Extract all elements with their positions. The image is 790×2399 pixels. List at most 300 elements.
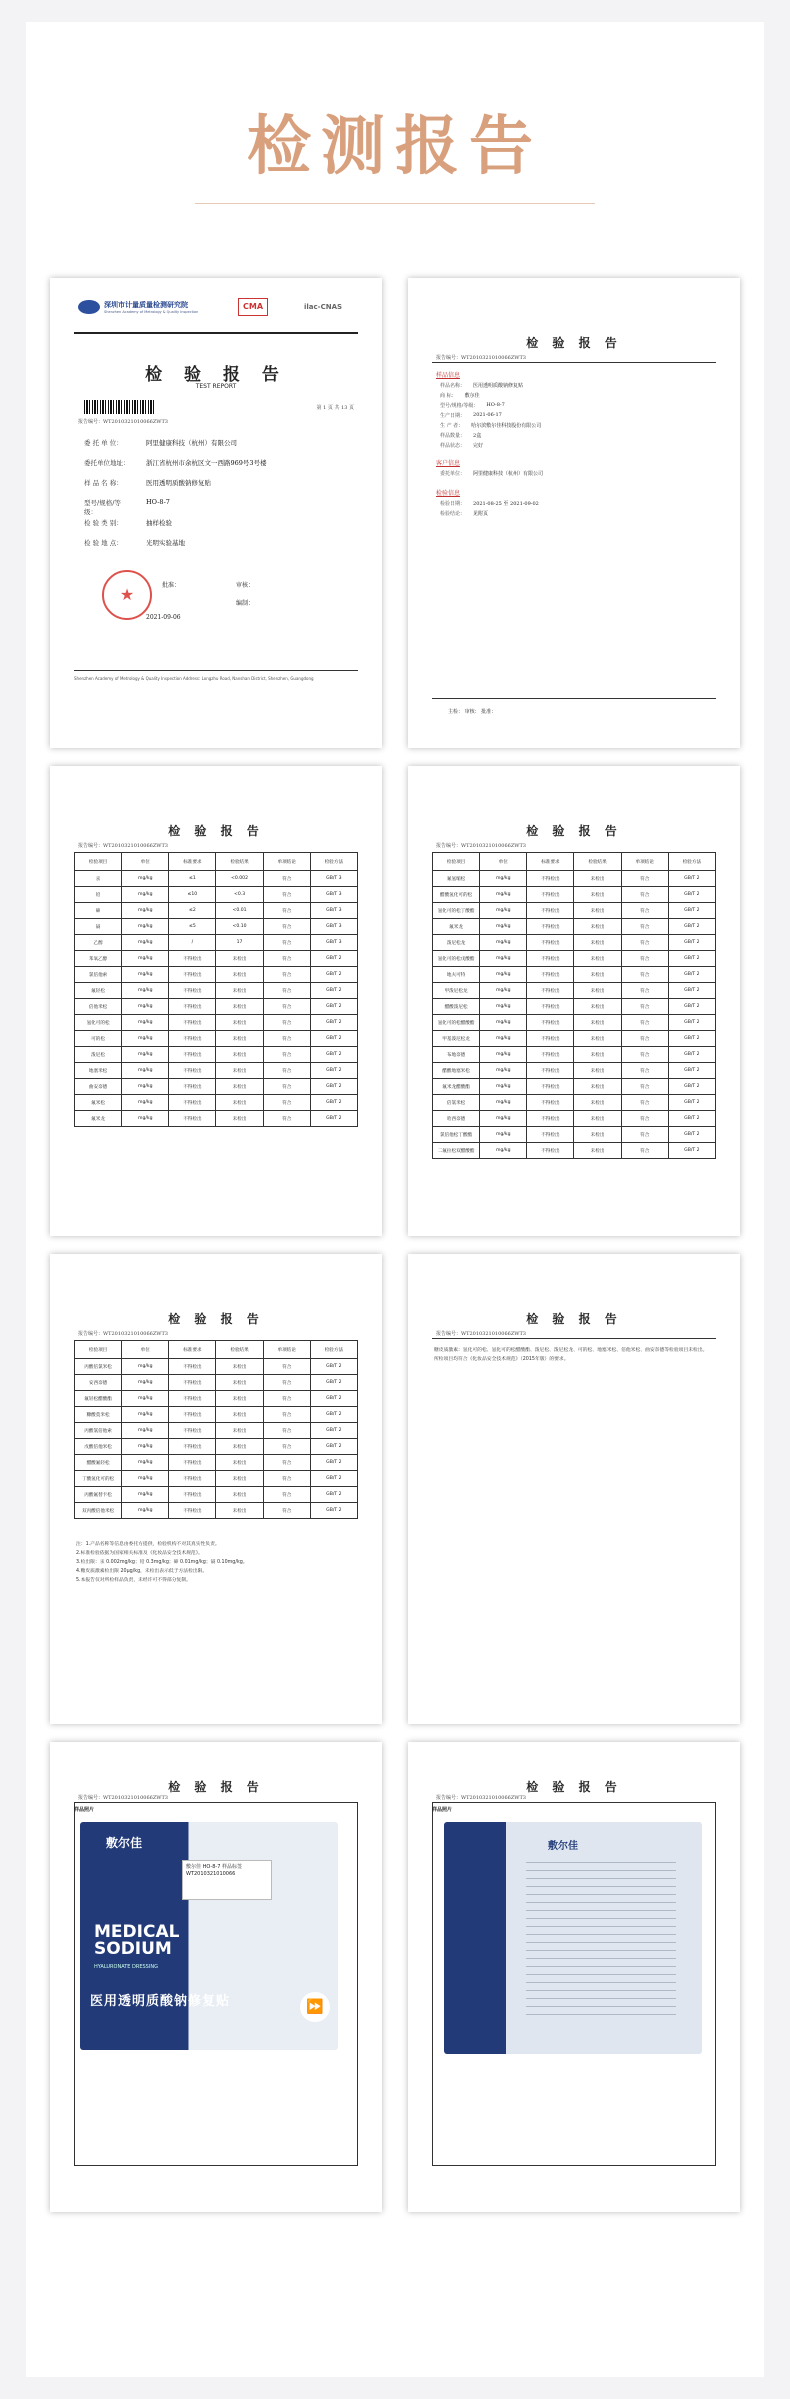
table-cell: 不得检出 xyxy=(169,1407,216,1423)
report-barcode xyxy=(84,400,154,414)
table-cell: mg/kg xyxy=(122,1471,169,1487)
table-row xyxy=(433,935,716,951)
table-cell: 氟米龙 xyxy=(75,1111,122,1127)
table-cell: mg/kg xyxy=(122,1503,169,1519)
table-cell: 不得检出 xyxy=(169,1095,216,1111)
table-cell: 不得检出 xyxy=(169,1063,216,1079)
table-cell: mg/kg xyxy=(122,1063,169,1079)
table-cell: 不得检出 xyxy=(169,1439,216,1455)
table-cell: GB/T 2 xyxy=(668,1047,715,1063)
table-cell: 符合 xyxy=(263,1423,310,1439)
table-cell: 符合 xyxy=(621,1031,668,1047)
table-cell: 不得检出 xyxy=(527,983,574,999)
table-cell: 醋酸地塞米松 xyxy=(433,1063,480,1079)
table-cell: GB/T 2 xyxy=(668,871,715,887)
cover-footer: Shenzhen Academy of Metrology & Quality Inspection Address: Longzhu Road, Nanshan District, Shenzhen, Guangdong xyxy=(74,676,314,681)
table-cell: 不得检出 xyxy=(527,1143,574,1159)
table-cell: 符合 xyxy=(621,903,668,919)
page-title: 检测报告 xyxy=(247,110,543,184)
table-cell: 地塞米松 xyxy=(75,1063,122,1079)
table-row xyxy=(75,999,358,1015)
table-header-cell: 检验项目 xyxy=(433,853,480,871)
table-header-cell: 标准要求 xyxy=(527,853,574,871)
table-cell: <0.3 xyxy=(216,887,263,903)
table-row xyxy=(75,1487,358,1503)
detail-row: 生 产 者： 哈尔滨敷尔佳科技股份有限公司 xyxy=(440,423,542,429)
table-cell: 符合 xyxy=(621,919,668,935)
table-header-cell: 检验结果 xyxy=(574,853,621,871)
table-cell: mg/kg xyxy=(122,1375,169,1391)
header-divider xyxy=(432,362,716,363)
table-cell: mg/kg xyxy=(122,871,169,887)
table-header-cell: 单位 xyxy=(122,853,169,871)
table-cell: 未检出 xyxy=(574,1095,621,1111)
table-cell: 不得检出 xyxy=(169,1079,216,1095)
table-cell: 符合 xyxy=(621,999,668,1015)
table-cell: GB/T 2 xyxy=(310,1015,357,1031)
table-cell: GB/T 2 xyxy=(668,999,715,1015)
table-cell: 汞 xyxy=(75,871,122,887)
table-cell: 未检出 xyxy=(574,1031,621,1047)
table-cell: 不得检出 xyxy=(527,935,574,951)
table-cell: mg/kg xyxy=(122,903,169,919)
table-cell: GB/T 2 xyxy=(668,1111,715,1127)
table-cell: mg/kg xyxy=(480,983,527,999)
table-cell: GB/T 2 xyxy=(310,1079,357,1095)
table-row xyxy=(433,903,716,919)
table-cell: 未检出 xyxy=(574,1063,621,1079)
table-cell: 符合 xyxy=(263,951,310,967)
table-row xyxy=(75,1423,358,1439)
table-cell: 不得检出 xyxy=(527,967,574,983)
table-cell: 戊酸倍他米松 xyxy=(75,1439,122,1455)
table-cell: 不得检出 xyxy=(527,887,574,903)
table-cell: GB/T 2 xyxy=(310,1031,357,1047)
table-cell: mg/kg xyxy=(480,1111,527,1127)
table-cell: GB/T 3 xyxy=(310,903,357,919)
table-header-cell: 检验方法 xyxy=(310,1341,357,1359)
table-cell: 不得检出 xyxy=(527,1031,574,1047)
sheet-title: 检 验 报 告 xyxy=(526,1780,622,1794)
table-cell: mg/kg xyxy=(480,999,527,1015)
table-cell: 氢化可的松丁酸酯 xyxy=(433,903,480,919)
table-cell: GB/T 2 xyxy=(668,951,715,967)
table-cell: 未检出 xyxy=(216,951,263,967)
table-header-row xyxy=(75,1341,358,1359)
table-cell: GB/T 2 xyxy=(310,1503,357,1519)
table-cell: 未检出 xyxy=(574,919,621,935)
table-cell: 不得检出 xyxy=(169,1015,216,1031)
table-cell: 氟轻松醋酸酯 xyxy=(75,1391,122,1407)
table-cell: GB/T 2 xyxy=(310,1375,357,1391)
table-cell: mg/kg xyxy=(480,1047,527,1063)
table-cell: 不得检出 xyxy=(169,1423,216,1439)
table-cell: 17 xyxy=(216,935,263,951)
official-seal-icon: ★ xyxy=(102,570,152,620)
table-cell: ≤1 xyxy=(169,871,216,887)
table-cell: GB/T 2 xyxy=(668,1079,715,1095)
report-number: 报告编号：WT2010321010066ZWT3 xyxy=(78,1795,168,1801)
table-cell: 丙酸氯倍他索 xyxy=(75,1423,122,1439)
table-cell: mg/kg xyxy=(122,1487,169,1503)
institute-name-en: Shenzhen Academy of Metrology & Quality Inspection xyxy=(104,310,199,314)
table-row xyxy=(433,1063,716,1079)
report-cover-sheet xyxy=(50,278,382,748)
table-row xyxy=(75,919,358,935)
table-cell: 符合 xyxy=(263,1503,310,1519)
table-cell: 符合 xyxy=(263,935,310,951)
table-cell: GB/T 3 xyxy=(310,871,357,887)
title-divider xyxy=(195,203,595,204)
table-cell: 甲基泼尼松龙 xyxy=(433,1031,480,1047)
table-cell: 可的松 xyxy=(75,1031,122,1047)
table-header-cell: 标准要求 xyxy=(169,853,216,871)
table-cell: 未检出 xyxy=(574,1015,621,1031)
report-notes: 糖皮质激素：氢化可的松、氢化可的松醋酸酯、泼尼松、泼尼松龙、可的松、地塞米松、倍他米松、曲安奈德等检验项目未检出。 所检项目均符合《化妆品安全技术规范》（2015年版）的要求。 xyxy=(434,1348,708,1362)
report-number: 报告编号：WT2010321010066ZWT3 xyxy=(436,355,526,361)
play-icon: ⏩ xyxy=(300,1992,330,2022)
field-model: 型号/规格/等级： HO-8-7 xyxy=(84,498,170,516)
table-cell: mg/kg xyxy=(480,1015,527,1031)
photo-label: 样品照片 xyxy=(432,1807,453,1813)
table-cell: 二氟拉松双醋酸酯 xyxy=(433,1143,480,1159)
page-indicator: 第 1 页 共 13 页 xyxy=(316,405,354,411)
table-cell: 未检出 xyxy=(216,1423,263,1439)
table-cell: 不得检出 xyxy=(527,903,574,919)
detail-row: 检验结论： 见附页 xyxy=(440,511,489,517)
field-sample-name: 样 品 名 称： 医用透明质酸钠修复贴 xyxy=(84,479,211,487)
table-cell: 不得检出 xyxy=(169,1375,216,1391)
institute-name: 深圳市计量质量检测研究院 xyxy=(104,301,188,309)
table-row xyxy=(433,1111,716,1127)
table-cell: 镉 xyxy=(75,919,122,935)
table-cell: 不得检出 xyxy=(527,871,574,887)
table-row xyxy=(75,1455,358,1471)
table-cell: 哈西奈德 xyxy=(433,1111,480,1127)
sheet-title: 检 验 报 告 xyxy=(526,336,622,350)
table-cell: 未检出 xyxy=(216,1503,263,1519)
table-cell: GB/T 2 xyxy=(668,1015,715,1031)
table-cell: mg/kg xyxy=(122,935,169,951)
table-row xyxy=(433,887,716,903)
table-cell: mg/kg xyxy=(480,1079,527,1095)
table-cell: GB/T 2 xyxy=(668,967,715,983)
product-brand: 敷尔佳 xyxy=(106,1836,143,1850)
table-cell: 不得检出 xyxy=(169,1359,216,1375)
report-notes-sheet xyxy=(408,1254,740,1724)
table-cell: 未检出 xyxy=(216,1439,263,1455)
field-test-type: 检 验 类 别： 抽样检验 xyxy=(84,519,172,527)
table-cell: 不得检出 xyxy=(169,1471,216,1487)
table-cell: GB/T 2 xyxy=(668,935,715,951)
table-cell: 未检出 xyxy=(574,903,621,919)
table-cell: 未检出 xyxy=(574,967,621,983)
product-cn-name: 医用透明质酸钠修复贴 xyxy=(90,1994,231,2009)
table-cell: 不得检出 xyxy=(169,951,216,967)
table-cell: 醋酸氟轻松 xyxy=(75,1455,122,1471)
table-cell: 不得检出 xyxy=(169,1487,216,1503)
table-cell: 符合 xyxy=(263,1375,310,1391)
result-table-sheet-1 xyxy=(50,766,382,1236)
table-cell: 未检出 xyxy=(216,1063,263,1079)
table-cell: mg/kg xyxy=(122,1455,169,1471)
report-number: 报告编号：WT2010321010066ZWT3 xyxy=(436,843,526,849)
table-cell: 氯倍他索 xyxy=(75,967,122,983)
table-header-cell: 检验结果 xyxy=(216,853,263,871)
table-cell: 氯倍他松丁酸酯 xyxy=(433,1127,480,1143)
table-cell: 符合 xyxy=(263,919,310,935)
table-cell: / xyxy=(169,935,216,951)
table-row xyxy=(433,1143,716,1159)
table-cell: 未检出 xyxy=(216,1471,263,1487)
table-cell: GB/T 2 xyxy=(668,1063,715,1079)
table-cell: GB/T 2 xyxy=(310,983,357,999)
table-row xyxy=(75,1439,358,1455)
table-row xyxy=(75,951,358,967)
table-cell: 布地奈德 xyxy=(433,1047,480,1063)
table-cell: 符合 xyxy=(263,1111,310,1127)
table-cell: 醋酸氢化可的松 xyxy=(433,887,480,903)
sample-label: 敷尔佳 HO-8-7 样品标签 WT2010321010066 xyxy=(182,1860,272,1900)
table-cell: 氟氢缩松 xyxy=(433,871,480,887)
table-header-cell: 检验方法 xyxy=(668,853,715,871)
table-cell: 安西奈德 xyxy=(75,1375,122,1391)
table-cell: mg/kg xyxy=(480,887,527,903)
table-cell: 符合 xyxy=(263,1095,310,1111)
table-cell: mg/kg xyxy=(480,1031,527,1047)
table-cell: GB/T 3 xyxy=(310,887,357,903)
table-row xyxy=(433,967,716,983)
table-cell: 符合 xyxy=(621,1047,668,1063)
table-row xyxy=(75,1063,358,1079)
table-cell: GB/T 2 xyxy=(310,1063,357,1079)
table-cell: 未检出 xyxy=(216,1375,263,1391)
table-cell: 未检出 xyxy=(574,983,621,999)
table-cell: 未检出 xyxy=(216,1455,263,1471)
table-cell: 铅 xyxy=(75,887,122,903)
table-cell: 不得检出 xyxy=(527,999,574,1015)
detail-row: 样品状态： 完好 xyxy=(440,443,484,449)
result-table xyxy=(74,852,358,1127)
table-cell: 醋酸泼尼松 xyxy=(433,999,480,1015)
table-cell: 泼尼松 xyxy=(75,1047,122,1063)
table-row xyxy=(433,919,716,935)
table-row xyxy=(75,1095,358,1111)
table-cell: GB/T 3 xyxy=(310,935,357,951)
table-header-cell: 单位 xyxy=(122,1341,169,1359)
table-cell: GB/T 2 xyxy=(310,1439,357,1455)
table-cell: 符合 xyxy=(263,1487,310,1503)
table-cell: 符合 xyxy=(621,871,668,887)
table-cell: ≤5 xyxy=(169,919,216,935)
table-row xyxy=(75,1111,358,1127)
table-row xyxy=(75,1471,358,1487)
table-cell: GB/T 3 xyxy=(310,919,357,935)
table-cell: mg/kg xyxy=(122,1423,169,1439)
field-client: 委 托 单 位： 阿里健康科技（杭州）有限公司 xyxy=(84,439,237,447)
table-cell: GB/T 2 xyxy=(310,1471,357,1487)
signature-line: 主检： 审核： 批准： xyxy=(448,709,497,715)
cover-subtitle: TEST REPORT xyxy=(195,383,237,390)
report-number: 报告编号：WT2010321010066ZWT3 xyxy=(436,1795,526,1801)
table-cell: 符合 xyxy=(263,1359,310,1375)
table-cell: mg/kg xyxy=(480,967,527,983)
report-detail-sheet xyxy=(408,278,740,748)
footer-divider xyxy=(432,698,716,699)
detail-row: 委托单位： 阿里健康科技（杭州）有限公司 xyxy=(440,471,544,477)
table-cell: 符合 xyxy=(621,1143,668,1159)
table-row xyxy=(433,1015,716,1031)
table-header-cell: 单项结论 xyxy=(263,1341,310,1359)
sheet-title: 检 验 报 告 xyxy=(168,1312,264,1326)
report-number: 报告编号：WT2010321010066ZWT3 xyxy=(78,419,168,425)
table-cell: mg/kg xyxy=(480,935,527,951)
table-cell: 未检出 xyxy=(216,1111,263,1127)
table-cell: 倍氯米松 xyxy=(433,1095,480,1111)
table-cell: 不得检出 xyxy=(527,1127,574,1143)
table-cell: ≤2 xyxy=(169,903,216,919)
table-cell: 甲泼尼松龙 xyxy=(433,983,480,999)
table-cell: 不得检出 xyxy=(169,1503,216,1519)
table-cell: 丁酸氢化可的松 xyxy=(75,1471,122,1487)
table-cell: mg/kg xyxy=(122,951,169,967)
table-row xyxy=(75,1391,358,1407)
table-cell: 符合 xyxy=(621,951,668,967)
table-cell: 未检出 xyxy=(216,1407,263,1423)
table-cell: 符合 xyxy=(263,871,310,887)
table-cell: 不得检出 xyxy=(527,1047,574,1063)
table-cell: 未检出 xyxy=(216,1047,263,1063)
table-cell: 不得检出 xyxy=(169,1455,216,1471)
table-cell: 不得检出 xyxy=(527,1111,574,1127)
table-row xyxy=(433,871,716,887)
table-header-cell: 标准要求 xyxy=(169,1341,216,1359)
table-cell: 倍他米松 xyxy=(75,999,122,1015)
sheet-title: 检 验 报 告 xyxy=(168,1780,264,1794)
table-cell: GB/T 2 xyxy=(310,1095,357,1111)
table-row xyxy=(433,983,716,999)
header-divider xyxy=(74,332,358,334)
table-row xyxy=(433,1047,716,1063)
institute-emblem-icon xyxy=(78,300,100,314)
table-row xyxy=(75,1359,358,1375)
table-cell: 符合 xyxy=(263,1391,310,1407)
table-cell: 曲安奈德 xyxy=(75,1079,122,1095)
photo-label: 样品照片 xyxy=(74,1807,95,1813)
sheet-title: 检 验 报 告 xyxy=(526,824,622,838)
table-cell: 符合 xyxy=(621,1127,668,1143)
table-cell: 符合 xyxy=(621,1079,668,1095)
detail-row: 样品数量： 2盒 xyxy=(440,433,482,439)
table-row xyxy=(433,951,716,967)
table-cell: 符合 xyxy=(621,1063,668,1079)
table-cell: 氟米龙 xyxy=(433,919,480,935)
table-cell: 砷 xyxy=(75,903,122,919)
table-cell: 氟米松 xyxy=(75,1095,122,1111)
table-cell: 符合 xyxy=(263,1439,310,1455)
table-cell: mg/kg xyxy=(122,1111,169,1127)
table-cell: 不得检出 xyxy=(527,1095,574,1111)
table-cell: mg/kg xyxy=(480,1143,527,1159)
table-cell: 未检出 xyxy=(574,1127,621,1143)
table-cell: GB/T 2 xyxy=(310,967,357,983)
table-header-cell: 检验方法 xyxy=(310,853,357,871)
table-cell: mg/kg xyxy=(122,1391,169,1407)
result-table xyxy=(74,1340,358,1519)
section-client-info: 客户信息 xyxy=(436,460,461,467)
result-table xyxy=(432,852,716,1159)
table-cell: 不得检出 xyxy=(169,983,216,999)
field-test-location: 检 验 地 点： 光明实验基地 xyxy=(84,539,185,547)
table-cell: 氟轻松 xyxy=(75,983,122,999)
table-cell: 未检出 xyxy=(574,935,621,951)
table-cell: <0.10 xyxy=(216,919,263,935)
table-cell: mg/kg xyxy=(122,1095,169,1111)
cover-title: 检 验 报 告 xyxy=(145,365,287,385)
table-cell: 符合 xyxy=(263,1407,310,1423)
table-cell: GB/T 2 xyxy=(310,951,357,967)
table-cell: mg/kg xyxy=(480,1095,527,1111)
table-row xyxy=(433,1095,716,1111)
table-cell: 未检出 xyxy=(574,1079,621,1095)
table-cell: 未检出 xyxy=(574,1047,621,1063)
table-row xyxy=(75,871,358,887)
product-brand: 敷尔佳 xyxy=(548,1841,578,1852)
table-cell: GB/T 2 xyxy=(310,999,357,1015)
table-cell: GB/T 2 xyxy=(668,1095,715,1111)
detail-row: 样品名称： 医用透明质酸钠修复贴 xyxy=(440,383,524,389)
table-cell: 未检出 xyxy=(216,1359,263,1375)
table-cell: 不得检出 xyxy=(527,951,574,967)
field-client-address: 委托单位地址： 浙江省杭州市余杭区文一西路969号3号楼 xyxy=(84,459,267,467)
table-cell: 未检出 xyxy=(216,1095,263,1111)
section-sample-info: 样品信息 xyxy=(436,372,461,379)
table-cell: 符合 xyxy=(263,1015,310,1031)
table-cell: <0.002 xyxy=(216,871,263,887)
institute-logo xyxy=(78,300,198,314)
table-cell: 不得检出 xyxy=(169,1111,216,1127)
cnas-mark: ilac-CNAS xyxy=(304,303,343,311)
table-row xyxy=(433,999,716,1015)
table-cell: GB/T 2 xyxy=(668,1031,715,1047)
detail-row: 检验日期： 2021-08-25 至 2021-09-02 xyxy=(440,501,539,507)
table-cell: 符合 xyxy=(621,967,668,983)
table-cell: 糠酸莫米松 xyxy=(75,1407,122,1423)
table-header-cell: 单项结论 xyxy=(621,853,668,871)
table-cell: GB/T 2 xyxy=(310,1111,357,1127)
section-test-info: 检验信息 xyxy=(436,490,461,497)
table-cell: GB/T 2 xyxy=(310,1047,357,1063)
table-cell: mg/kg xyxy=(480,871,527,887)
table-header-cell: 检验项目 xyxy=(75,853,122,871)
edit-label: 编制： xyxy=(236,600,255,607)
table-cell: 符合 xyxy=(621,1095,668,1111)
table-header-row xyxy=(433,853,716,871)
table-cell: mg/kg xyxy=(122,1015,169,1031)
table-header-row xyxy=(75,853,358,871)
cma-mark: CMA xyxy=(238,298,268,316)
table-cell: GB/T 2 xyxy=(310,1407,357,1423)
table-cell: 未检出 xyxy=(574,1143,621,1159)
table-row xyxy=(75,1375,358,1391)
table-cell: 不得检出 xyxy=(169,1391,216,1407)
table-cell: mg/kg xyxy=(122,1047,169,1063)
table-cell: mg/kg xyxy=(480,951,527,967)
detail-row: 商 标： 敷尔佳 xyxy=(440,393,480,399)
table-cell: mg/kg xyxy=(480,903,527,919)
table-cell: GB/T 2 xyxy=(668,887,715,903)
table-cell: 未检出 xyxy=(574,1111,621,1127)
